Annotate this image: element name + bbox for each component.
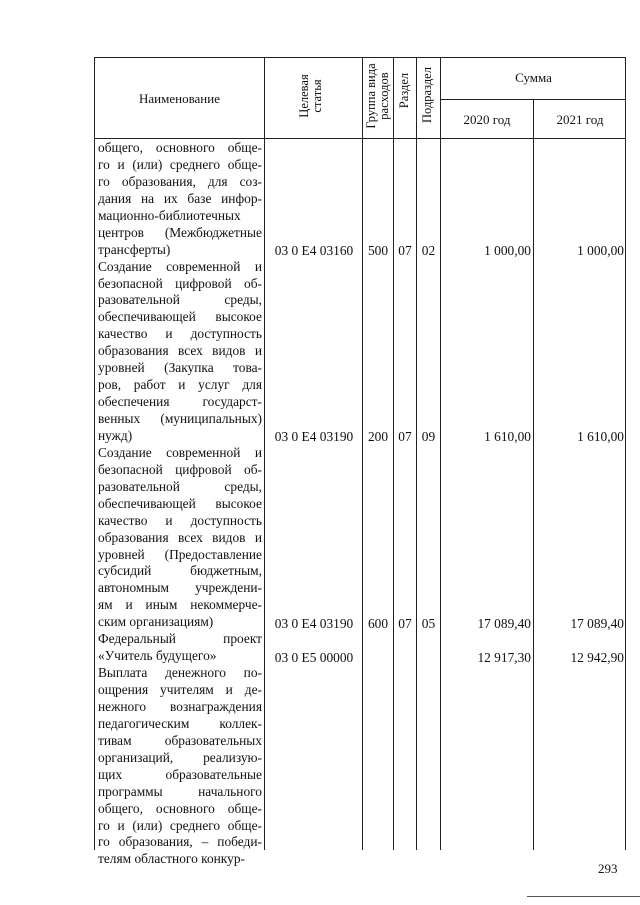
header-target-article — [298, 64, 324, 128]
description-line: общего, основного обще- — [98, 800, 262, 816]
table-border-top — [94, 57, 626, 58]
footer-rule — [527, 896, 640, 897]
header-sum: Сумма — [515, 70, 552, 85]
description-line: дания на их базе инфор- — [98, 190, 262, 206]
description-line: щих образовательные — [98, 766, 262, 782]
description-line: безопасной цифровой об- — [98, 275, 262, 291]
description-line: го образования, для соз- — [98, 173, 262, 189]
subsection-cell: 09 — [421, 429, 436, 445]
header-section — [398, 63, 411, 118]
description-line: общего, основного обще- — [98, 140, 262, 155]
target-article-cell: 03 0 E4 03190 — [274, 615, 354, 631]
expense-group-cell: 600 — [367, 615, 389, 631]
description-line: автономным учреждени- — [98, 580, 262, 596]
description-line: уровней (Закупка това- — [98, 360, 262, 376]
sum-2021-cell: 12 942,90 — [570, 649, 624, 665]
description-line: ров, работ и услуг для — [98, 377, 262, 393]
sum-2020-cell: 12 917,30 — [477, 649, 531, 665]
description-line: мационно-библиотечных — [98, 207, 241, 223]
description-line: программы начального — [98, 783, 262, 799]
description-line: разовательной среды, — [98, 478, 262, 494]
description-line: ям и иным некоммерче- — [98, 597, 262, 613]
table-border-left — [94, 57, 95, 850]
target-article-cell: 03 0 E4 03190 — [274, 429, 354, 445]
description-line: образования всех видов и — [98, 529, 262, 545]
description-line: педагогическим коллек- — [98, 715, 262, 731]
description-line: Создание современной и — [98, 444, 262, 460]
header-year-2020: 2020 год — [463, 112, 511, 127]
description-line: образования всех видов и — [98, 343, 262, 359]
description-line: ским организациям) — [98, 614, 214, 630]
column-divider — [362, 57, 363, 850]
expense-group-cell: 200 — [367, 429, 389, 445]
header-expense-group — [365, 56, 391, 136]
header-expense-group-text: Группа вида расходов — [364, 63, 391, 129]
section-cell: 07 — [398, 429, 412, 445]
sum-2020-cell: 17 089,40 — [477, 615, 531, 631]
description-line: обеспечивающей высокое — [98, 309, 262, 325]
header-bottom-line — [94, 138, 626, 139]
description-line: уровней (Предоставление — [98, 546, 262, 562]
header-subsection — [421, 59, 434, 131]
table-border-right — [625, 57, 626, 850]
description-line: трансферты) — [98, 241, 171, 257]
description-line: обеспечивающей высокое — [98, 495, 262, 511]
header-section-text: Раздел — [397, 72, 411, 109]
sum-2021-cell: 1 000,00 — [577, 242, 624, 258]
sum-2021-cell: 17 089,40 — [570, 615, 624, 631]
section-cell: 07 — [398, 242, 412, 258]
header-year-2021: 2021 год — [556, 112, 604, 127]
description-line: ощрения учителям и де- — [98, 682, 262, 697]
page-number: 293 — [598, 861, 618, 876]
sum-2021-cell: 1 610,00 — [577, 429, 624, 445]
description-line: тивам образовательных — [98, 732, 262, 748]
description-line: го и (или) среднего обще- — [98, 156, 262, 172]
column-divider — [440, 57, 441, 850]
expense-group-cell: 500 — [367, 242, 389, 258]
target-article-cell: 03 0 E4 03160 — [274, 242, 354, 258]
description-line: организаций, реализую- — [98, 749, 262, 765]
description-line: качество и доступность — [98, 326, 262, 342]
sum-2020-cell: 1 000,00 — [484, 242, 531, 258]
column-divider — [533, 99, 534, 850]
description-line: обеспечения государст- — [98, 394, 262, 410]
column-divider — [264, 57, 265, 850]
section-cell: 07 — [398, 615, 412, 631]
header-name: Наименование — [139, 91, 220, 106]
description-line: качество и доступность — [98, 512, 262, 528]
description-line: го и (или) среднего обще- — [98, 817, 262, 833]
description-line: Создание современной и — [98, 258, 262, 274]
sum-2020-cell: 1 610,00 — [484, 429, 531, 445]
target-article-cell: 03 0 E5 00000 — [274, 649, 354, 665]
description-line: Федеральный проект — [98, 631, 262, 647]
description-line: нужд) — [98, 427, 133, 443]
subsection-cell: 05 — [421, 615, 436, 631]
header-target-article-text: Целевая статья — [297, 74, 324, 118]
column-divider — [416, 57, 417, 850]
description-line: субсидий бюджетным, — [98, 563, 262, 579]
description-line: разовательной среды, — [98, 292, 262, 308]
description-line: «Учитель будущего» — [98, 648, 217, 664]
column-divider — [393, 57, 394, 850]
sum-subheader-line — [440, 99, 626, 100]
description-line: Выплата денежного по- — [98, 665, 262, 681]
description-line: центров (Межбюджетные — [98, 224, 262, 240]
description-line: венных (муниципальных) — [98, 411, 262, 426]
description-line: безопасной цифровой об- — [98, 461, 262, 477]
description-line: нежного вознаграждения — [98, 698, 262, 714]
description-line: го образования, – победи- — [98, 834, 262, 850]
subsection-cell: 02 — [421, 242, 436, 258]
description-line: телям областного конкур- — [98, 851, 245, 867]
description-column — [98, 140, 262, 868]
header-subsection-text: Подраздел — [420, 67, 434, 123]
